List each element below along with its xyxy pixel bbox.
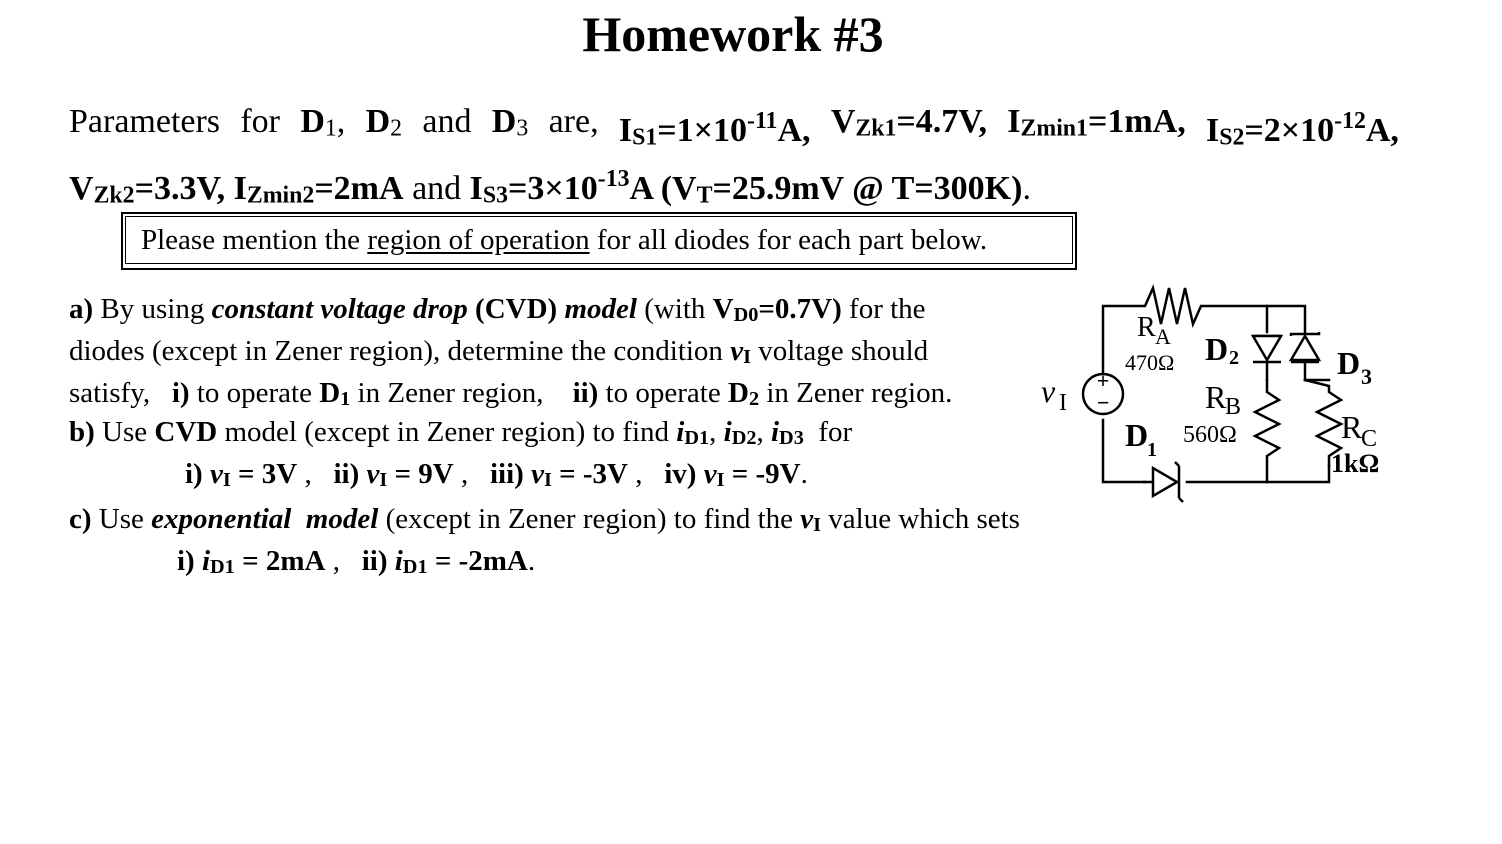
is1-param: $IS1=1\times 10^{-11}A$, bbox=[618, 108, 811, 151]
diode-d1-icon bbox=[1143, 462, 1183, 502]
wire-bottom bbox=[1187, 466, 1329, 482]
diode-d3-icon bbox=[1291, 332, 1319, 362]
part-c-line-2: i) iD1 = 2mA , ii) iD1 = -2mA. bbox=[177, 545, 536, 579]
part-b-line-1: b) Use CVD model (except in Zener region) to find iD1, iD2, iD3 for bbox=[69, 416, 853, 450]
d2-label: D bbox=[1205, 331, 1229, 367]
izmin1-param: IZmin1=1mA, bbox=[1007, 103, 1186, 142]
d1-label: D bbox=[1125, 417, 1149, 453]
vd0-param: VD0=0.7V) bbox=[712, 293, 842, 327]
word: and bbox=[422, 103, 472, 140]
ra-label-sub: A bbox=[1155, 324, 1171, 349]
part-c-line-1: c) Use exponential model (except in Zener region) to find the vI value which sets bbox=[69, 503, 1020, 537]
part-a-line-2: diodes (except in Zener region), determine the condition vI voltage should bbox=[69, 335, 929, 369]
word: for bbox=[240, 103, 281, 140]
part-a-line-3: satisfy, i) to operate D1 in Zener region, ii) to operate D2 in Zener region. bbox=[69, 377, 953, 411]
rb-value: 560Ω bbox=[1183, 422, 1237, 448]
is2-param: $IS2=2\times 10^{-12}A$, bbox=[1206, 108, 1399, 151]
vzk2-param: VZk2=3.3V, bbox=[69, 169, 226, 209]
notice-text: Please mention the region of operation for all diodes for each part below. bbox=[125, 216, 1073, 264]
page-title: Homework #3 bbox=[582, 6, 884, 62]
source-minus: − bbox=[1096, 390, 1110, 415]
d3-label: D bbox=[1337, 345, 1361, 381]
rb-label: R bbox=[1205, 379, 1227, 415]
d1-label-sub: 1 bbox=[1147, 439, 1157, 461]
notice-box bbox=[121, 212, 1077, 270]
rb-label-sub: B bbox=[1225, 394, 1242, 420]
vzk1-param: VZk1=4.7V, bbox=[830, 103, 987, 142]
d2-symbol: D2 bbox=[365, 103, 403, 142]
d1-symbol: D1, bbox=[300, 103, 346, 142]
ra-label: R bbox=[1137, 312, 1156, 343]
resistor-rb bbox=[1255, 380, 1279, 482]
part-c bbox=[69, 501, 1020, 585]
rc-label-sub: C bbox=[1361, 426, 1378, 452]
source-plus: + bbox=[1096, 368, 1110, 393]
izmin2-param: IZmin2=2mA bbox=[233, 169, 404, 209]
part-b-line-2: i) vI = 3V , ii) vI = 9V , iii) vI = -3V , iv) vI = -9V. bbox=[185, 458, 808, 492]
circuit-diagram bbox=[1035, 280, 1405, 510]
diode-d2-icon bbox=[1253, 336, 1281, 362]
part-b bbox=[69, 414, 852, 498]
source-label-sub: I bbox=[1059, 390, 1067, 416]
part-a bbox=[69, 291, 1014, 417]
parameters-paragraph bbox=[69, 101, 1399, 216]
notice-underlined: region of operation bbox=[367, 224, 590, 256]
period: . bbox=[1022, 169, 1031, 207]
rc-value: 1kΩ bbox=[1331, 449, 1380, 478]
voltage-source-icon bbox=[1083, 368, 1123, 415]
rc-label: R bbox=[1341, 409, 1363, 445]
source-label: v bbox=[1041, 373, 1056, 409]
d3-label-sub: 3 bbox=[1361, 364, 1372, 389]
d2-label-sub: 2 bbox=[1229, 347, 1239, 369]
is3-param: $IS3=3\times 10^{-13}A$ (VT=25.9mV @ T=300K) bbox=[469, 165, 1023, 209]
ra-value: 470Ω bbox=[1125, 350, 1175, 375]
word: are, bbox=[548, 103, 599, 140]
parameters-line-2 bbox=[69, 159, 1399, 217]
parameters-line-1 bbox=[69, 101, 1399, 159]
d3-symbol: D3 bbox=[491, 103, 529, 142]
word: and bbox=[403, 169, 470, 207]
word: Parameters bbox=[69, 103, 221, 140]
part-a-label: a) bbox=[69, 293, 94, 325]
part-a-line-1: a) By using constant voltage drop (CVD) model (with VD0=0.7V) for the bbox=[69, 293, 926, 327]
